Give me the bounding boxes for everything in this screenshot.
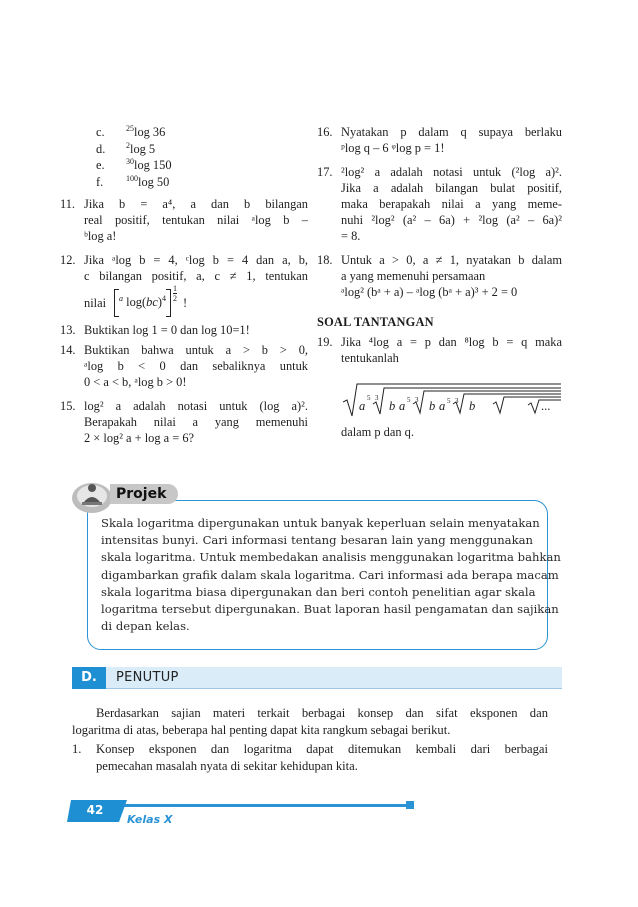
- radical-term: 5: [407, 396, 411, 404]
- radical-term: 5: [447, 397, 451, 405]
- radical-term: a: [399, 399, 406, 413]
- radical-term: 5: [367, 394, 371, 402]
- right-column: [317, 124, 562, 440]
- radical-term: 3: [455, 397, 459, 405]
- section-heading: SOAL TANTANGAN: [317, 315, 434, 329]
- page-number: 42: [86, 803, 104, 817]
- question-16: 16. Nyatakan p dalam q supaya berlaku ᵖlog q – 6 ᵠlog p = 1!: [317, 125, 562, 155]
- summary-item-1: 1. Konsep eksponen dan logaritma dapat ditemukan kembali dari berbagai pemecahan masalah nyata di sekitar kehidupan kita.: [72, 742, 548, 773]
- radical-term: b: [429, 399, 436, 413]
- radical-term: b: [469, 399, 476, 413]
- list-item: e. $^{30}$log 150: [96, 157, 172, 172]
- footer-dot: [406, 801, 414, 809]
- question-13: 13. Buktikan log 1 = 0 dan log 10=1!: [60, 323, 250, 337]
- section-d-header: [72, 667, 562, 689]
- projek-text: Skala logaritma dipergunakan untuk banyak keperluan selain menyatakan intensitas bunyi. Cari informasi tentang besaran lain yang menggunakan skala logaritma. Untuk membedakan analisis menggunakan logaritma bahkan digambarkan grafik dalam skala logaritma. Cari informasi ada berapa macam skala logaritma biasa dipergunakan dan beri contoh penelitian agar skala logaritma tersebut dipergunakan. Buat laporan hasil pengamatan dan sajikan di depan kelas.: [101, 516, 561, 634]
- list-item: f. $^{100}$log 50: [96, 173, 170, 189]
- question-18: 18. Untuk a > 0, a ≠ 1, nyatakan b dalam a yang memenuhi persamaan ᵃlog² (bᵃ + a) – ᵃlog (bᵃ + a)³ + 2 = 0: [317, 253, 562, 299]
- radical-term: b: [389, 399, 396, 413]
- left-column: [60, 124, 308, 446]
- question-17: 17. ²log² a adalah notasi untuk (²log a)². Jika a adalah bilangan bulat positif, maka berapakah nilai a yang meme- nuhi ²log² (a² – 6a) + ²log (a² – 6a)² = 8.: [317, 165, 562, 243]
- radical-term: ...: [541, 399, 551, 413]
- projek-icon: [70, 476, 114, 516]
- radical-term: 3: [415, 396, 419, 404]
- radical-term: a: [439, 399, 446, 413]
- projek-label: Projek: [110, 484, 178, 504]
- bracket-expression: $^a$ log(bc)$^4$: [114, 290, 171, 316]
- question-19: 19. Jika ⁴log a = p dan ⁸log b = q maka tentukanlah a 5 3 b a 5 3 b a 5 3 b ... dalam p dan q.: [317, 335, 562, 439]
- question-12: 12. Jika ᵃlog b = 4, ᶜlog b = 4 dan a, b, c bilangan positif, a, c ≠ 1, tentukan nilai $^a$ log(bc)$^4$ 1 2 !: [60, 252, 308, 320]
- question-11: 11. Jika b = a⁴, a dan b bilangan real positif, tentukan nilai ᵃlog b – ᵇlog a!: [60, 197, 308, 243]
- list-item: c. $^{25}$log 36: [96, 124, 166, 139]
- radical-term: a: [359, 399, 366, 413]
- section-title: PENUTUP: [116, 670, 179, 685]
- radical-term: 3: [375, 394, 379, 402]
- section-badge: D.: [72, 667, 106, 689]
- question-14: 14. Buktikan bahwa untuk a > b > 0, ᵃlog b < 0 dan sebaliknya untuk 0 < a < b, ᵃlog b > 0!: [60, 343, 308, 389]
- nested-radical: [343, 380, 562, 420]
- intro-paragraph: Berdasarkan sajian materi terkait berbagai konsep dan sifat eksponen dan logaritma di atas, beberapa hal penting dapat kita rangkum sebagai berikut.: [72, 706, 548, 737]
- log-expression: nilai $^a$ log(bc)$^4$ 1 2 !: [84, 286, 308, 320]
- question-15: 15. log² a adalah notasi untuk (log a)². Berapakah nilai a yang memenuhi 2 × log² a + log a = 6?: [60, 399, 308, 445]
- footer-kelas: Kelas X: [127, 813, 173, 826]
- list-item: d. $^2$log 5: [96, 140, 156, 156]
- radical-svg: [343, 380, 563, 420]
